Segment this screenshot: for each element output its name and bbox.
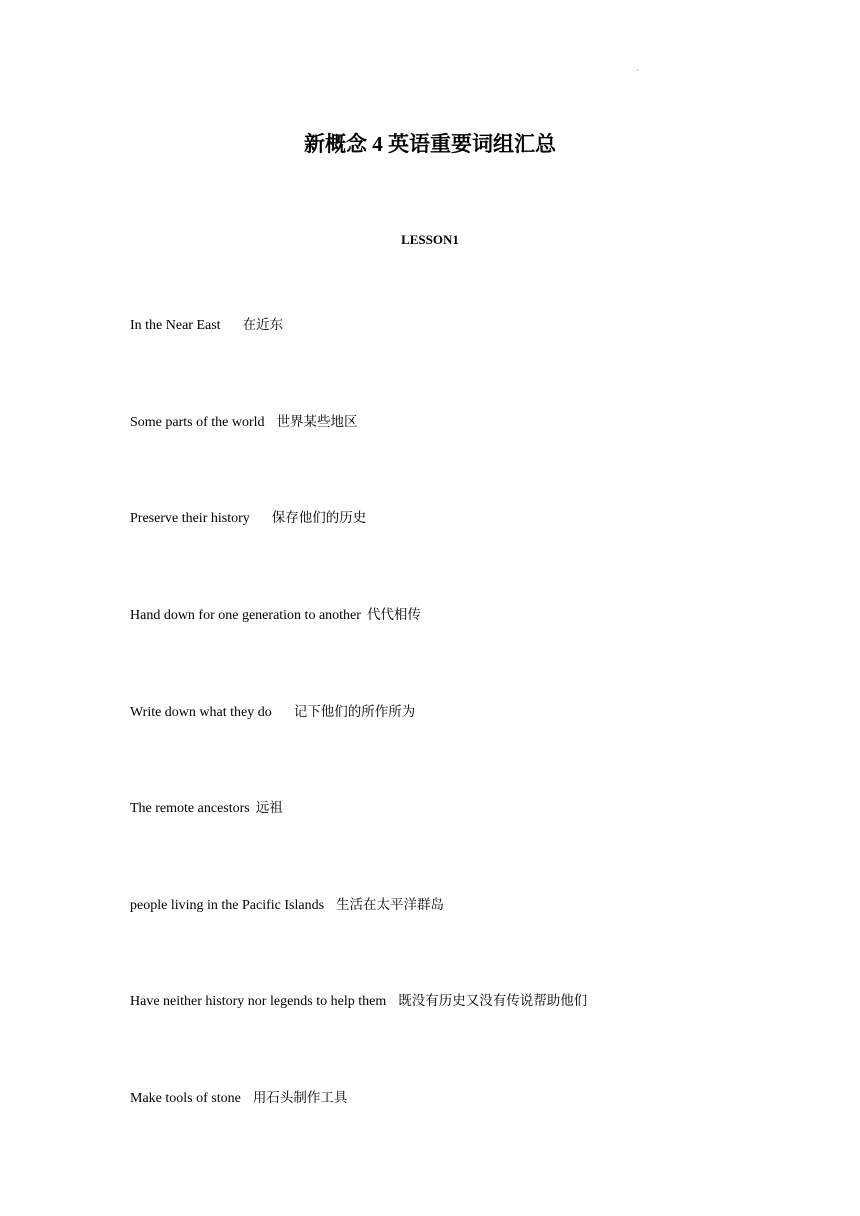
corner-mark: · [636,66,639,75]
phrase-english: Make tools of stone [130,1091,241,1106]
phrase-item [130,991,587,1012]
phrase-item [130,1088,347,1109]
phrase-item [130,315,283,336]
phrase-english: Have neither history nor legends to help them [130,994,387,1009]
phrase-item [130,605,421,626]
phrase-item [130,895,444,916]
phrase-chinese: 生活在太平洋群岛 [336,897,445,913]
phrase-item [130,798,283,819]
lesson-heading: LESSON1 [401,232,459,247]
phrase-english: The remote ancestors [130,801,250,816]
phrase-item [130,508,366,529]
phrase-english: In the Near East [130,318,221,333]
phrase-item [130,412,358,433]
phrase-english: Preserve their history [130,511,250,526]
phrase-english: Write down what they do [130,705,272,720]
phrase-chinese: 记下他们的所作所为 [293,704,416,720]
phrase-item [130,702,415,723]
phrase-english: Hand down for one generation to another [130,608,361,623]
phrase-english: people living in the Pacific Islands [130,898,325,913]
phrase-chinese: 用石头制作工具 [252,1090,348,1106]
phrase-chinese: 远祖 [255,800,283,816]
phrase-chinese: 保存他们的历史 [271,510,367,526]
phrase-english: Some parts of the world [130,415,265,430]
phrase-chinese: 既没有历史又没有传说帮助他们 [398,993,588,1009]
phrase-chinese: 代代相传 [366,607,421,623]
phrase-chinese: 在近东 [242,317,284,333]
phrase-chinese: 世界某些地区 [276,414,358,430]
page-title: 新概念 4 英语重要词组汇总 [304,132,556,156]
